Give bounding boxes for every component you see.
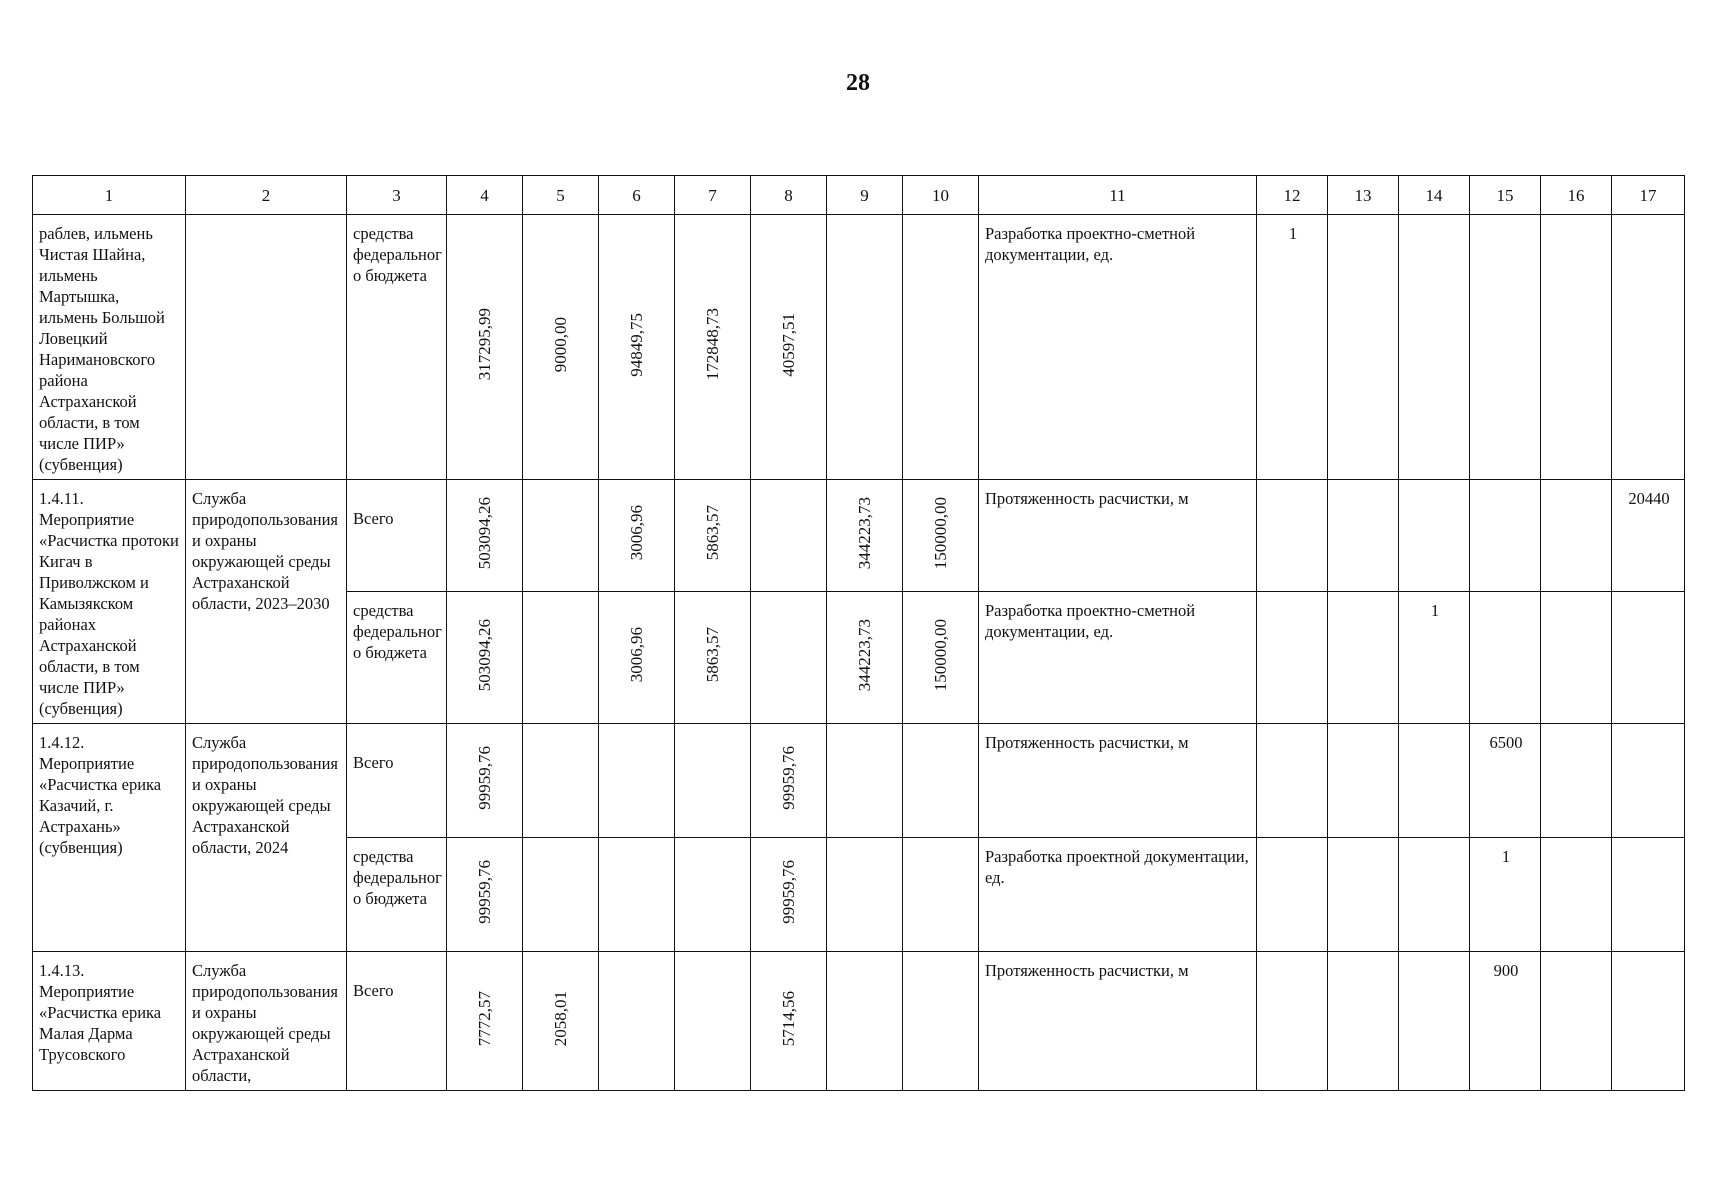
column-number-row <box>33 176 1685 215</box>
indicator-value <box>1328 480 1399 592</box>
amount-cell: 99959,76 <box>447 724 523 838</box>
amount-cell: 2058,01 <box>523 952 599 1091</box>
amount-cell <box>523 591 599 723</box>
indicator-value <box>1470 591 1541 723</box>
amount-cell: 5863,57 <box>675 591 751 723</box>
indicator-name: Разработка проектной документации, ед. <box>979 838 1257 952</box>
amount-cell <box>827 838 903 952</box>
indicator-value <box>1399 480 1470 592</box>
amount-cell: 99959,76 <box>751 724 827 838</box>
indicator-value <box>1399 724 1470 838</box>
amount-cell <box>675 838 751 952</box>
measure-name: 1.4.12. Мероприятие «Расчистка ерика Казачий, г. Астрахань» (субвенция) <box>33 724 186 952</box>
column-header: 8 <box>751 176 827 215</box>
amount-cell <box>903 724 979 838</box>
table-row <box>33 724 1685 838</box>
column-header: 7 <box>675 176 751 215</box>
measure-name: раблев, ильмень Чистая Шайна, ильмень Мартышка, ильмень Большой Ловецкий Наримановского района Астраханской области, в том числе ПИР» (субвенция) <box>33 215 186 480</box>
indicator-value <box>1257 724 1328 838</box>
column-header: 15 <box>1470 176 1541 215</box>
column-header: 14 <box>1399 176 1470 215</box>
amount-cell <box>827 952 903 1091</box>
indicator-value <box>1541 724 1612 838</box>
column-header: 3 <box>347 176 447 215</box>
column-header: 13 <box>1328 176 1399 215</box>
executor: Служба природопользования и охраны окружающей среды Астраханской области, <box>186 952 347 1091</box>
column-header: 2 <box>186 176 347 215</box>
amount-cell: 503094,26 <box>447 480 523 592</box>
amount-cell <box>903 838 979 952</box>
measure-name: 1.4.11. Мероприятие «Расчистка протоки Кигач в Приволжском и Камызякском районах Астраханской области, в том числе ПИР» (субвенция) <box>33 480 186 724</box>
funding-source: Всего <box>347 952 447 1091</box>
indicator-name: Разработка проектно-сметной документации, ед. <box>979 591 1257 723</box>
amount-cell: 7772,57 <box>447 952 523 1091</box>
indicator-value: 900 <box>1470 952 1541 1091</box>
amount-cell <box>675 724 751 838</box>
indicator-value <box>1328 591 1399 723</box>
indicator-value <box>1541 838 1612 952</box>
amount-cell: 94849,75 <box>599 215 675 480</box>
amount-cell <box>751 591 827 723</box>
column-header: 10 <box>903 176 979 215</box>
indicator-value <box>1328 838 1399 952</box>
funding-source: Всего <box>347 480 447 592</box>
column-header: 6 <box>599 176 675 215</box>
funding-source: Всего <box>347 724 447 838</box>
indicator-value <box>1541 215 1612 480</box>
indicator-value <box>1541 480 1612 592</box>
indicator-value: 1 <box>1399 591 1470 723</box>
indicator-name: Протяженность расчистки, м <box>979 952 1257 1091</box>
amount-cell: 99959,76 <box>447 838 523 952</box>
amount-cell <box>751 480 827 592</box>
indicator-value <box>1257 952 1328 1091</box>
amount-cell <box>599 838 675 952</box>
indicator-value <box>1257 480 1328 592</box>
column-header: 4 <box>447 176 523 215</box>
indicator-value: 1 <box>1257 215 1328 480</box>
indicator-value <box>1612 215 1685 480</box>
column-header: 9 <box>827 176 903 215</box>
amount-cell: 503094,26 <box>447 591 523 723</box>
indicator-value <box>1470 215 1541 480</box>
amount-cell: 5714,56 <box>751 952 827 1091</box>
amount-cell <box>827 215 903 480</box>
indicator-value <box>1328 724 1399 838</box>
table-row <box>33 480 1685 592</box>
amount-cell <box>903 215 979 480</box>
indicator-value <box>1470 480 1541 592</box>
amount-cell: 150000,00 <box>903 480 979 592</box>
funding-source: средства федерального бюджета <box>347 215 447 480</box>
indicator-value <box>1257 591 1328 723</box>
indicator-value <box>1541 591 1612 723</box>
amount-cell <box>523 480 599 592</box>
table-row <box>33 215 1685 480</box>
executor: Служба природопользования и охраны окружающей среды Астраханской области, 2024 <box>186 724 347 952</box>
column-header: 11 <box>979 176 1257 215</box>
amount-cell: 40597,51 <box>751 215 827 480</box>
executor <box>186 215 347 480</box>
table-row <box>33 952 1685 1091</box>
amount-cell: 9000,00 <box>523 215 599 480</box>
indicator-value <box>1612 724 1685 838</box>
indicator-value: 20440 <box>1612 480 1685 592</box>
indicator-name: Протяженность расчистки, м <box>979 724 1257 838</box>
amount-cell <box>523 724 599 838</box>
funding-source: средства федерального бюджета <box>347 591 447 723</box>
indicator-value <box>1399 952 1470 1091</box>
amount-cell <box>523 838 599 952</box>
amount-cell: 3006,96 <box>599 591 675 723</box>
page-number: 28 <box>846 70 870 96</box>
funding-source: средства федерального бюджета <box>347 838 447 952</box>
column-header: 16 <box>1541 176 1612 215</box>
amount-cell: 150000,00 <box>903 591 979 723</box>
indicator-value <box>1328 215 1399 480</box>
amount-cell <box>827 724 903 838</box>
budget-table <box>32 175 1685 1091</box>
indicator-value <box>1257 838 1328 952</box>
amount-cell: 344223,73 <box>827 591 903 723</box>
indicator-name: Разработка проектно-сметной документации, ед. <box>979 215 1257 480</box>
executor: Служба природопользования и охраны окружающей среды Астраханской области, 2023–2030 <box>186 480 347 724</box>
amount-cell <box>599 724 675 838</box>
amount-cell: 3006,96 <box>599 480 675 592</box>
indicator-name: Протяженность расчистки, м <box>979 480 1257 592</box>
amount-cell: 99959,76 <box>751 838 827 952</box>
amount-cell <box>903 952 979 1091</box>
amount-cell <box>599 952 675 1091</box>
amount-cell: 172848,73 <box>675 215 751 480</box>
indicator-value <box>1399 838 1470 952</box>
column-header: 17 <box>1612 176 1685 215</box>
amount-cell: 344223,73 <box>827 480 903 592</box>
column-header: 1 <box>33 176 186 215</box>
indicator-value <box>1399 215 1470 480</box>
amount-cell: 317295,99 <box>447 215 523 480</box>
indicator-value <box>1612 952 1685 1091</box>
indicator-value: 6500 <box>1470 724 1541 838</box>
indicator-value <box>1612 838 1685 952</box>
indicator-value <box>1612 591 1685 723</box>
amount-cell <box>675 952 751 1091</box>
indicator-value: 1 <box>1470 838 1541 952</box>
measure-name: 1.4.13. Мероприятие «Расчистка ерика Малая Дарма Трусовского <box>33 952 186 1091</box>
amount-cell: 5863,57 <box>675 480 751 592</box>
indicator-value <box>1541 952 1612 1091</box>
column-header: 5 <box>523 176 599 215</box>
indicator-value <box>1328 952 1399 1091</box>
column-header: 12 <box>1257 176 1328 215</box>
